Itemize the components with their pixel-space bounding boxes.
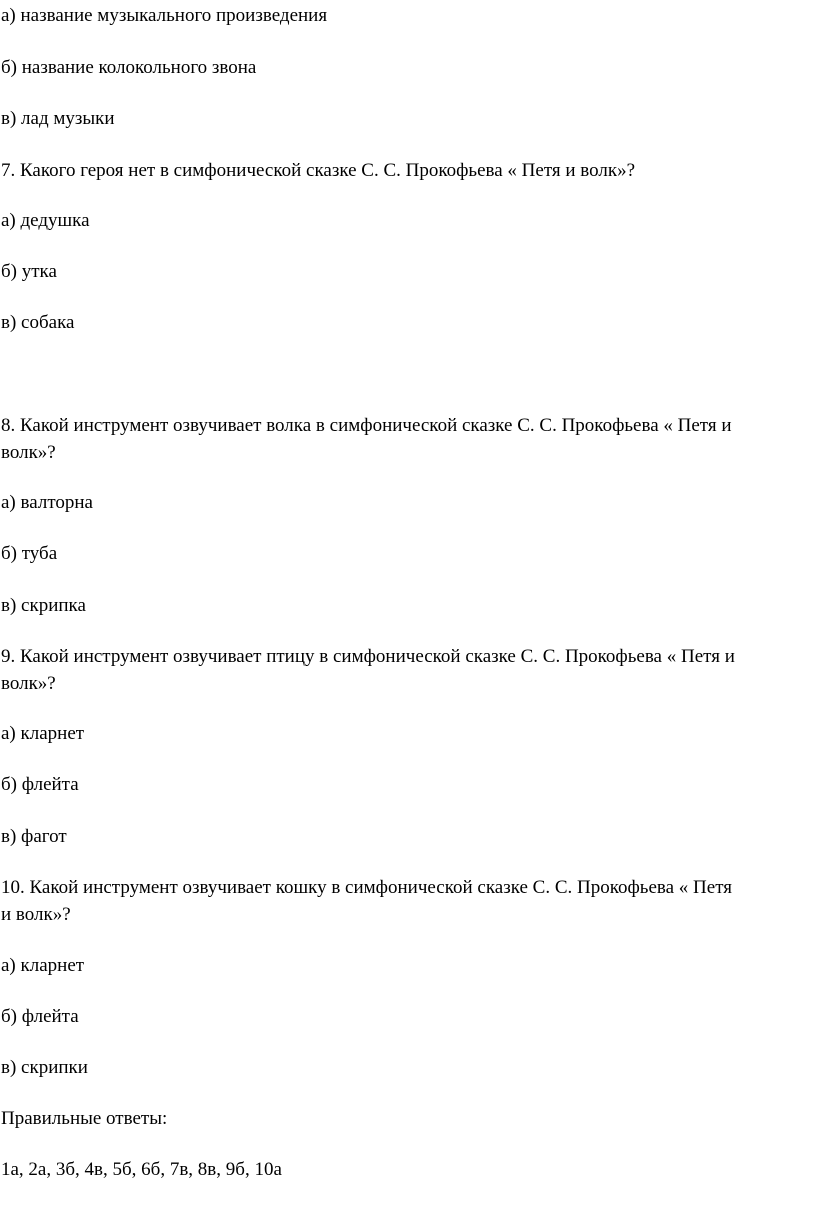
question-10-option-b: б) флейта xyxy=(1,1006,79,1027)
question-10-line-2: и волк»? xyxy=(1,904,71,925)
question-9-option-a: а) кларнет xyxy=(1,723,85,744)
question-9-line-1: 9. Какой инструмент озвучивает птицу в симфонической сказке С. С. Прокофьева « Петя и xyxy=(1,646,735,667)
question-8-option-a: а) валторна xyxy=(1,492,93,513)
question-7-option-c: в) собака xyxy=(1,312,75,333)
question-8-option-c: в) скрипка xyxy=(1,595,86,616)
option-a-text: а) название музыкального произведения xyxy=(1,5,328,26)
answers-heading: Правильные ответы: xyxy=(1,1108,168,1129)
question-9-option-b: б) флейта xyxy=(1,774,79,795)
question-10-option-c: в) скрипки xyxy=(1,1057,88,1078)
question-7-option-b: б) утка xyxy=(1,261,57,282)
answers-list: 1а, 2а, 3б, 4в, 5б, 6б, 7в, 8в, 9б, 10а xyxy=(1,1159,282,1180)
question-7: 7. Какого героя нет в симфонической сказке С. С. Прокофьева « Петя и волк»? xyxy=(1,160,636,181)
question-7-option-a: а) дедушка xyxy=(1,210,90,231)
question-10-line-1: 10. Какой инструмент озвучивает кошку в симфонической сказке С. С. Прокофьева « Петя xyxy=(1,877,732,898)
question-8-line-2: волк»? xyxy=(1,442,56,463)
question-8-line-1: 8. Какой инструмент озвучивает волка в симфонической сказке С. С. Прокофьева « Петя и xyxy=(1,415,732,436)
question-9-option-c: в) фагот xyxy=(1,826,67,847)
option-b-text: б) название колокольного звона xyxy=(1,57,257,78)
question-9-line-2: волк»? xyxy=(1,673,56,694)
question-10-option-a: а) кларнет xyxy=(1,955,85,976)
question-8-option-b: б) туба xyxy=(1,543,58,564)
option-c-text: в) лад музыки xyxy=(1,108,115,129)
